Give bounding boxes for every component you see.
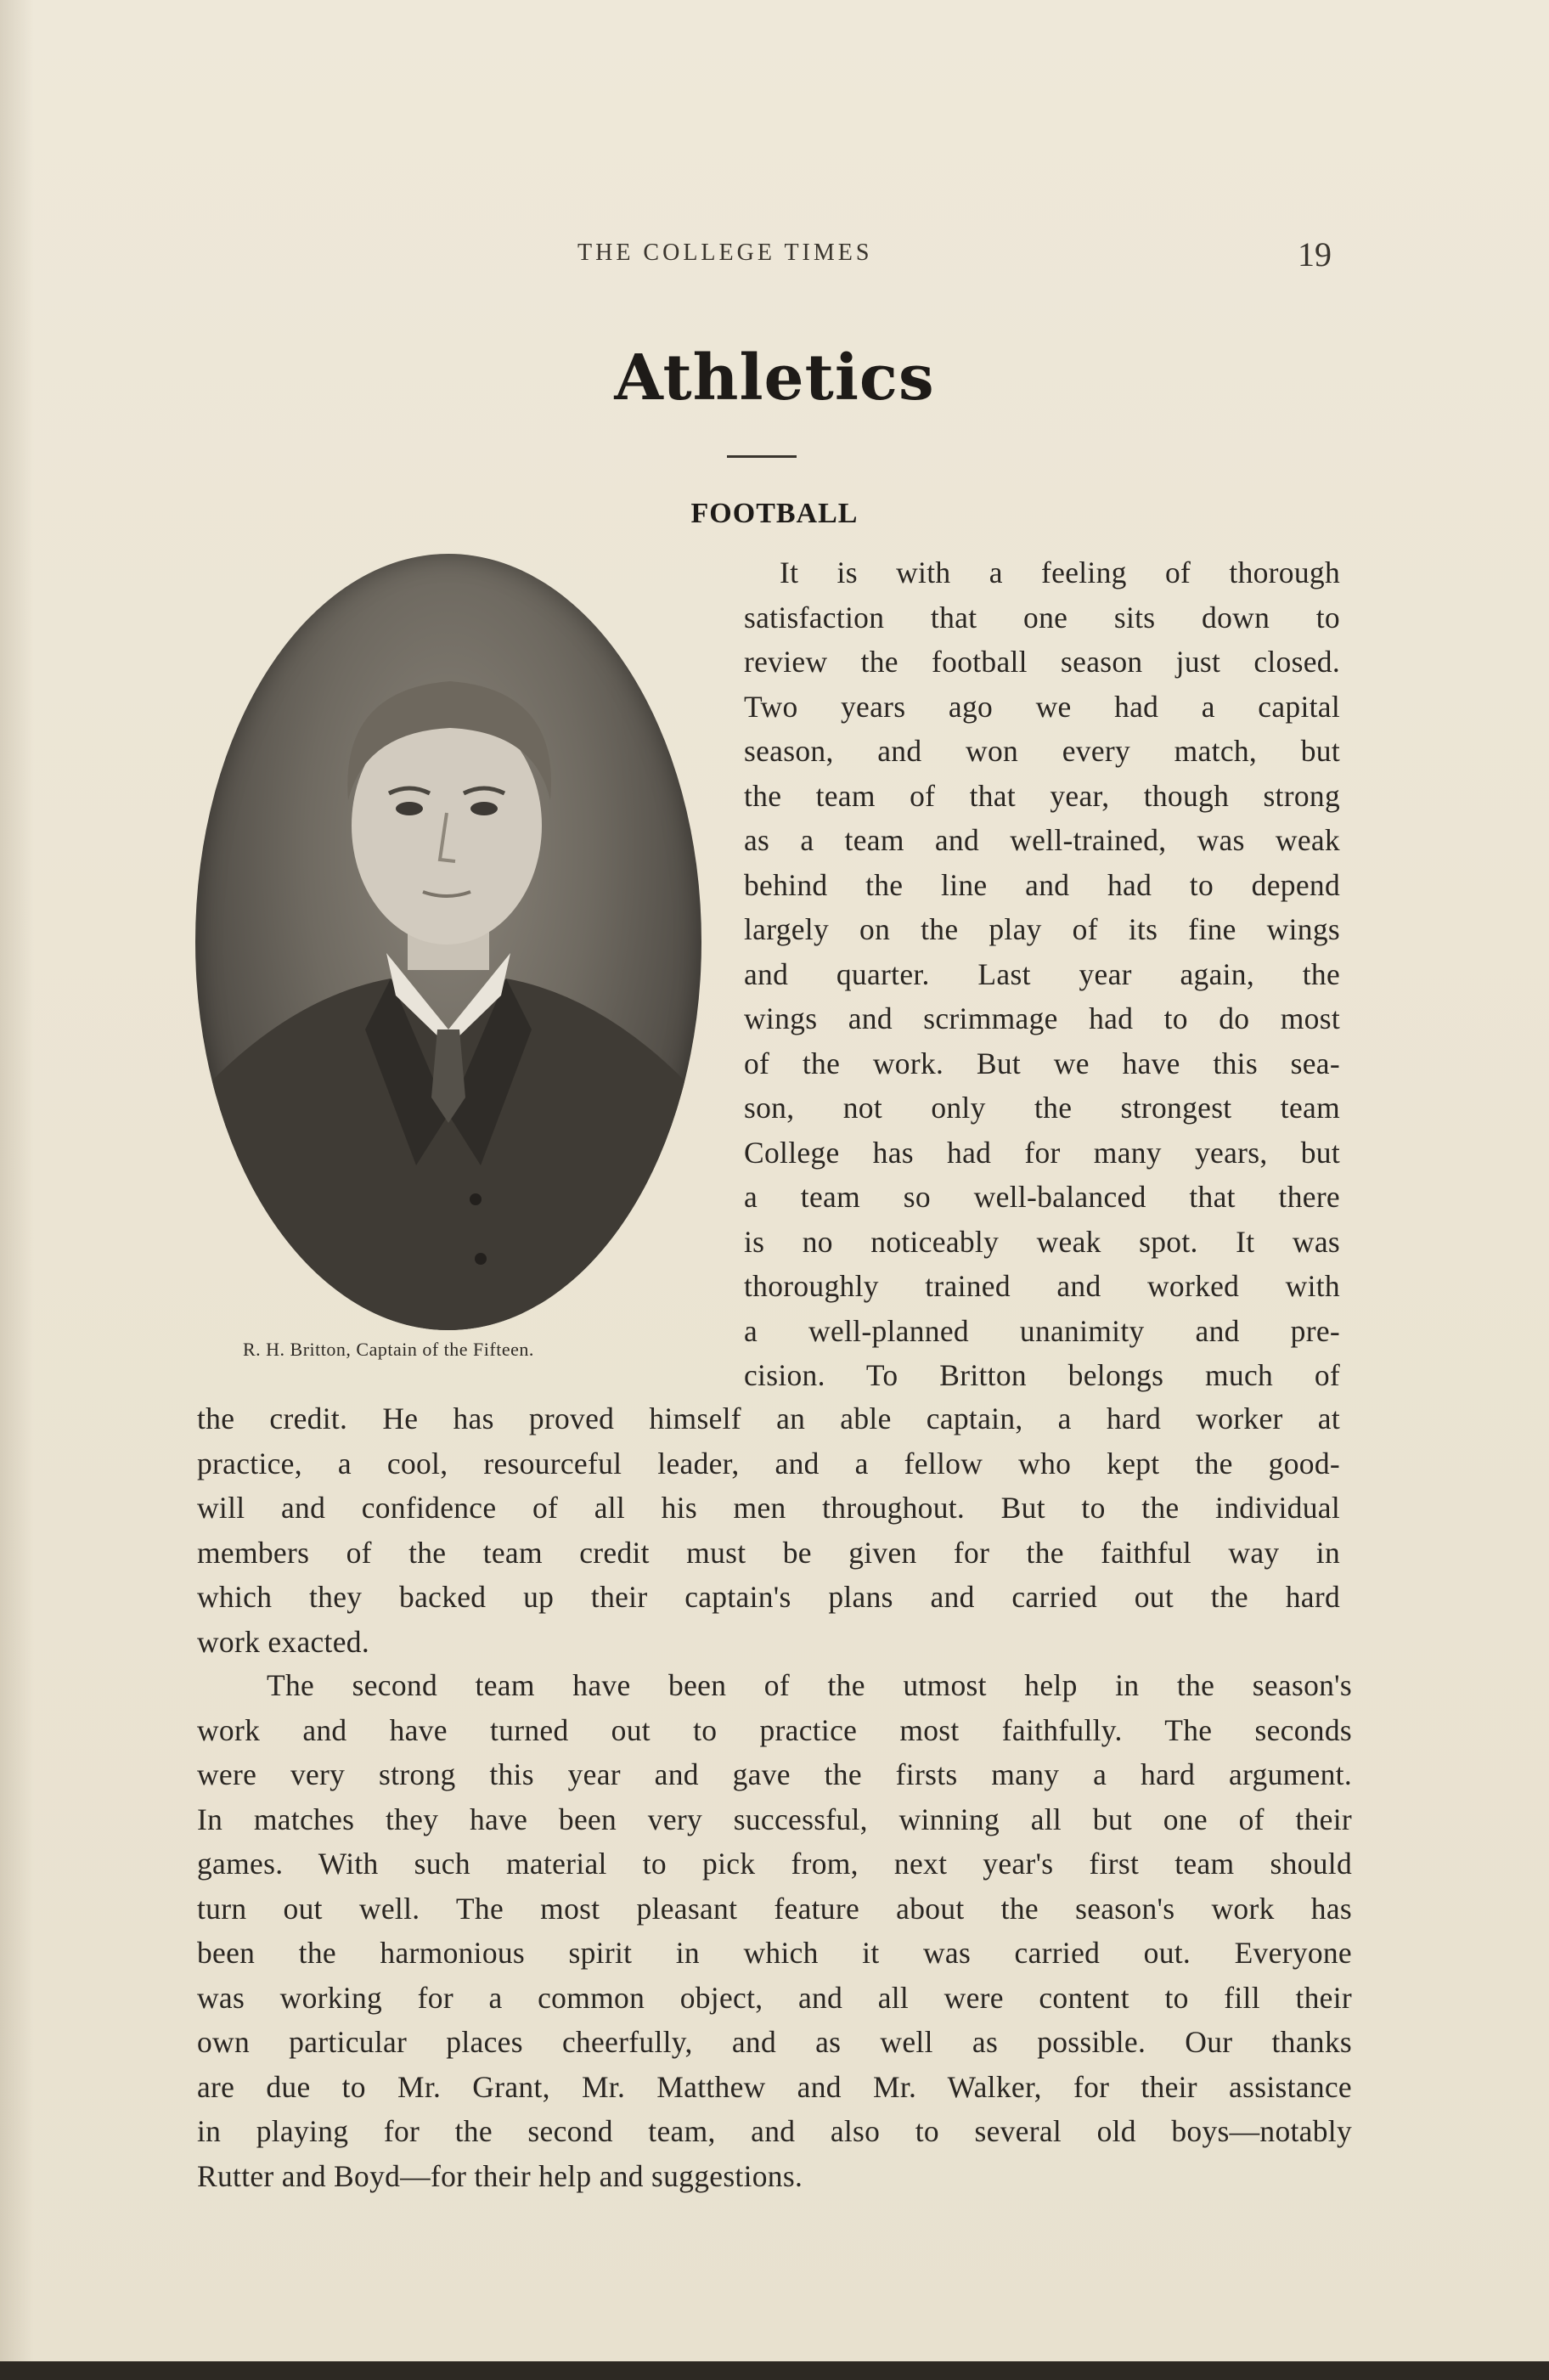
text-line: Two years ago we had a capital xyxy=(744,689,1340,724)
section-title: Athletics xyxy=(614,341,935,415)
subhead: FOOTBALL xyxy=(690,498,859,529)
text-line: son, not only the strongest team xyxy=(744,1091,1340,1125)
text-line: games. With such material to pick from, next year's first team should xyxy=(197,1847,1352,1881)
text-line: were very strong this year and gave the firsts many a hard argument. xyxy=(197,1757,1352,1791)
text-line: are due to Mr. Grant, Mr. Matthew and Mr. Walker, for their assistance xyxy=(197,2069,1352,2104)
scan-bottom-edge xyxy=(0,2361,1549,2380)
text-line: is no noticeably weak spot. It was xyxy=(744,1224,1340,1259)
text-line: behind the line and had to depend xyxy=(744,867,1340,902)
running-head xyxy=(0,235,1549,274)
text-line: review the football season just closed. xyxy=(744,645,1340,679)
text-line: practice, a cool, resourceful leader, and a fellow who kept the good- xyxy=(197,1446,1340,1480)
text-line: as a team and well-trained, was weak xyxy=(744,823,1340,857)
portrait xyxy=(195,554,701,1330)
text-line: the credit. He has proved himself an able captain, a hard worker at xyxy=(197,1401,1340,1435)
text-line: a well-planned unanimity and pre- xyxy=(744,1313,1340,1348)
text-line: members of the team credit must be given for the faithful way in xyxy=(197,1535,1340,1570)
text-line: largely on the play of its fine wings xyxy=(744,912,1340,946)
text-line: turn out well. The most pleasant feature about the season's work has xyxy=(197,1891,1352,1926)
text-line: a team so well-balanced that there xyxy=(744,1180,1340,1214)
text-line: in playing for the second team, and also to several old boys—notably xyxy=(197,2114,1352,2148)
text-line: work exacted. xyxy=(197,1624,369,1659)
text-line: satisfaction that one sits down to xyxy=(744,600,1340,634)
page-number: 19 xyxy=(1298,235,1332,274)
text-line: been the harmonious spirit in which it was carried out. Everyone xyxy=(197,1936,1352,1970)
portrait-caption: R. H. Britton, Captain of the Fifteen. xyxy=(243,1339,534,1360)
text-line: thoroughly trained and worked with xyxy=(744,1269,1340,1303)
text-line: will and confidence of all his men throughout. But to the individual xyxy=(197,1491,1340,1525)
text-line: wings and scrimmage had to do most xyxy=(744,1001,1340,1035)
text-line: cision. To Britton belongs much of xyxy=(744,1358,1340,1392)
text-line: which they backed up their captain's plans and carried out the hard xyxy=(197,1580,1340,1614)
text-line: Rutter and Boyd—for their help and suggestions. xyxy=(197,2158,803,2193)
text-line: It is with a feeling of thorough xyxy=(780,556,1340,589)
text-line: College has had for many years, but xyxy=(744,1135,1340,1170)
text-line: season, and won every match, but xyxy=(744,734,1340,768)
text-line: own particular places cheerfully, and as well as possible. Our thanks xyxy=(197,2025,1352,2059)
text-line: The second team have been of the utmost help in the season's xyxy=(267,1668,1352,1702)
text-line: of the work. But we have this sea- xyxy=(744,1046,1340,1080)
text-line: work and have turned out to practice most faithfully. The seconds xyxy=(197,1712,1352,1747)
text-line: the team of that year, though strong xyxy=(744,778,1340,813)
title-rule xyxy=(727,455,797,458)
text-line: and quarter. Last year again, the xyxy=(744,956,1340,991)
text-line: In matches they have been very successful, winning all but one of their xyxy=(197,1802,1352,1836)
journal-title: THE COLLEGE TIMES xyxy=(577,240,873,266)
text-line: was working for a common object, and all were content to fill their xyxy=(197,1980,1352,2015)
portrait-photo-icon xyxy=(195,554,701,1330)
